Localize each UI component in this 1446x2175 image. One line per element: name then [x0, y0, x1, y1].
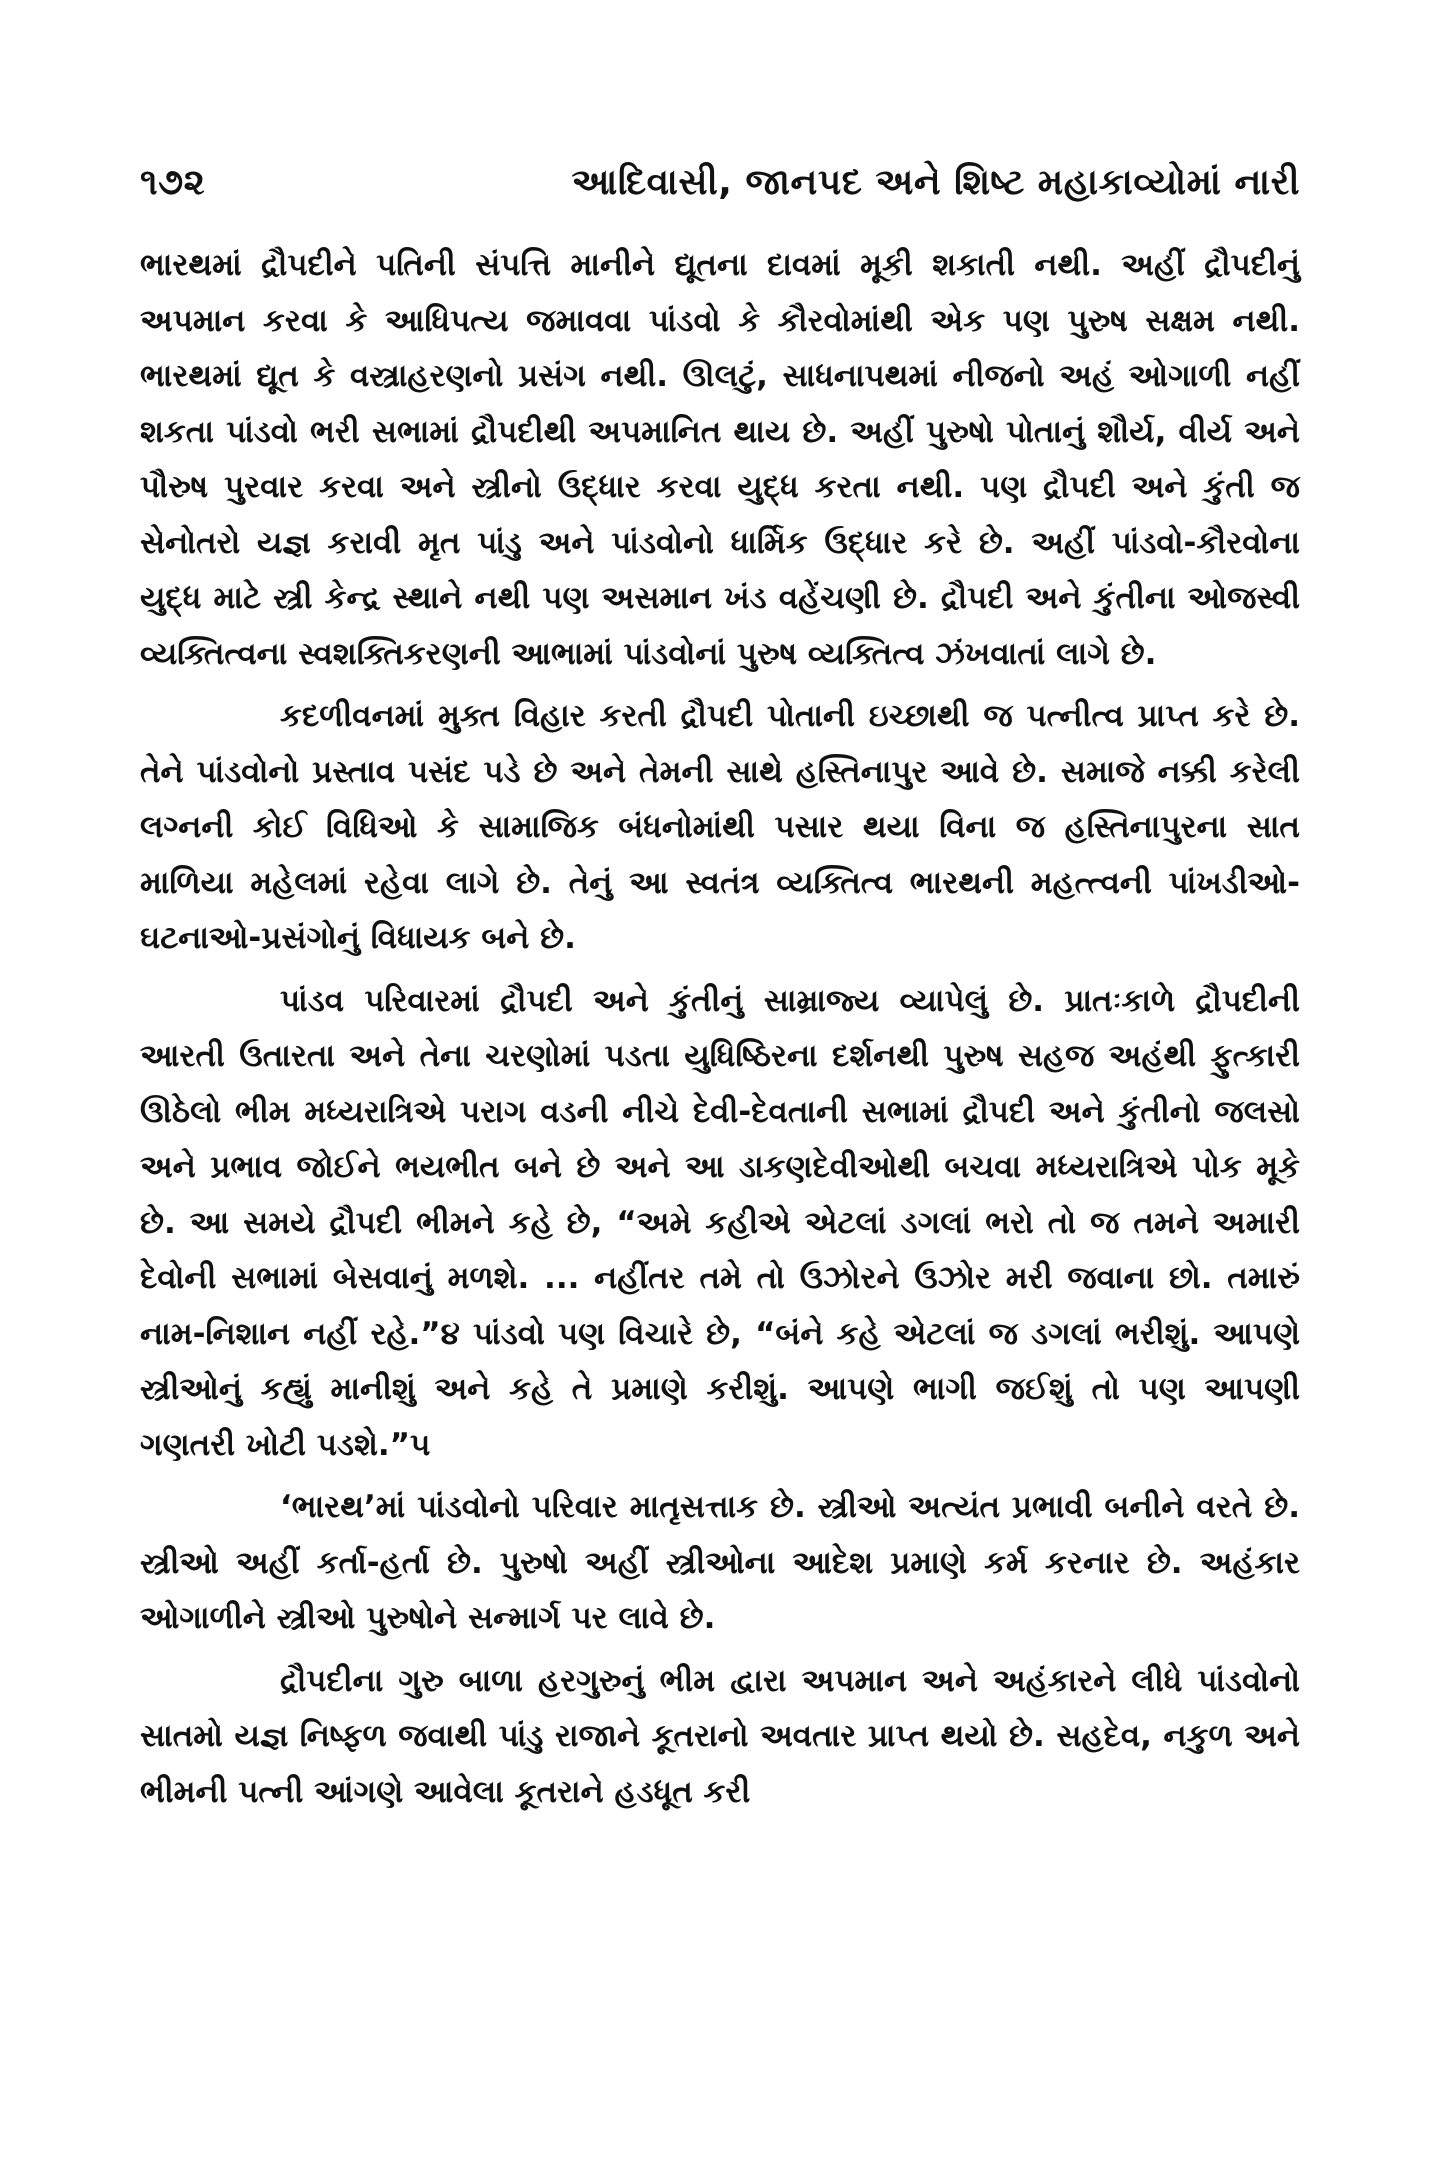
page-number: ૧૭૨: [140, 162, 206, 203]
body-text: [140, 238, 1300, 1827]
paragraph: ભારથમાં દ્રૌપદીને પતિની સંપત્તિ માનીને દ્યૂતના દાવમાં મૂકી શકાતી નથી. અહીં દ્રૌપદીનું અપમાન કરવા કે આધિપત્ય જમાવવા પાંડવો કે કૌરવોમાંથી એક પણ પુરુષ સક્ષમ નથી. ભારથમાં દ્યૂત કે વસ્ત્રાહરણનો પ્રસંગ નથી. ઊલટું, સાધનાપથમાં નીજનો અહં ઓગાળી નહીં શકતા પાંડવો ભરી સભામાં દ્રૌપદીથી અપમાનિત થાય છે. અહીં પુરુષો પોતાનું શૌર્ય, વીર્ય અને પૌરુષ પુરવાર કરવા અને સ્ત્રીનો ઉદ્ધાર કરવા યુદ્ધ કરતા નથી. પણ દ્રૌપદી અને કુંતી જ સેનોતરો યજ્ઞ કરાવી મૃત પાંડુ અને પાંડવોનો ધાર્મિક ઉદ્ધાર કરે છે. અહીં પાંડવો-કૌરવોના યુદ્ધ માટે સ્ત્રી કેન્દ્ર સ્થાને નથી પણ અસમાન ખંડ વહેંચણી છે. દ્રૌપદી અને કુંતીના ઓજસ્વી વ્યક્તિત્વના સ્વશક્તિકરણની આભામાં પાંડવોનાં પુરુષ વ્યક્તિત્વ ઝંખવાતાં લાગે છે.: [140, 247, 1300, 672]
running-title: આદિવાસી, જાનપદ અને શિષ્ટ મહાકાવ્યોમાં નારી: [571, 162, 1300, 203]
paragraph: દ્રૌપદીના ગુરુ બાળા હરગુરુનું ભીમ દ્વારા અપમાન અને અહંકારને લીધે પાંડવોનો સાતમો યજ્ઞ નિષ્ફળ જવાથી પાંડુ રાજાને કૂતરાનો અવતાર પ્રાપ્ત થયો છે. સહદેવ, નકુળ અને ભીમની પત્ની આંગણે આવેલા કૂતરાને હડધૂત કરી: [140, 1662, 1300, 1810]
page-header: [140, 162, 1300, 222]
paragraph: ‘ભારથ’માં પાંડવોનો પરિવાર માતૃસત્તાક છે. સ્ત્રીઓ અત્યંત પ્રભાવી બનીને વરતે છે. સ્ત્રીઓ અહીં કર્તા-હર્તા છે. પુરુષો અહીં સ્ત્રીઓના આદેશ પ્રમાણે કર્મ કરનાર છે. અહંકાર ઓગાળીને સ્ત્રીઓ પુરુષોને સન્માર્ગ પર લાવે છે.: [140, 1489, 1300, 1636]
paragraph: પાંડવ પરિવારમાં દ્રૌપદી અને કુંતીનું સામ્રાજ્ય વ્યાપેલું છે. પ્રાતઃકાળે દ્રૌપદીની આરતી ઉતારતા અને તેના ચરણોમાં પડતા યુધિષ્ઠિરના દર્શનથી પુરુષ સહજ અહંથી ફુત્કારી ઊઠેલો ભીમ મધ્યરાત્રિએ પરાગ વડની નીચે દેવી-દેવતાની સભામાં દ્રૌપદી અને કુંતીનો જલસો અને પ્રભાવ જોઈને ભયભીત બને છે અને આ ડાકણદેવીઓથી બચવા મધ્યરાત્રિએ પોક મૂકે છે. આ સમયે દ્રૌપદી ભીમને કહે છે, “અમે કહીએ એટલાં ડગલાં ભરો તો જ તમને અમારી દેવોની સભામાં બેસવાનું મળશે. ... નહીંતર તમે તો ઉઝોરને ઉઝોર મરી જવાના છો. તમારું નામ-નિશાન નહીં રહે.”૪ પાંડવો પણ વિચારે છે, “બંને કહે એટલાં જ ડગલાં ભરીશું. આપણે સ્ત્રીઓનું કહ્યું માનીશું અને કહે તે પ્રમાણે કરીશું. આપણે ભાગી જઈશું તો પણ આપણી ગણતરી ખોટી પડશે.”૫: [140, 982, 1300, 1463]
paragraph: કદળીવનમાં મુક્ત વિહાર કરતી દ્રૌપદી પોતાની ઇચ્છાથી જ પત્નીત્વ પ્રાપ્ત કરે છે. તેને પાંડવોનો પ્રસ્તાવ પસંદ પડે છે અને તેમની સાથે હસ્તિનાપુર આવે છે. સમાજે નક્કી કરેલી લગ્નની કોઈ વિધિઓ કે સામાજિક બંધનોમાંથી પસાર થયા વિના જ હસ્તિનાપુરના સાત માળિયા મહેલમાં રહેવા લાગે છે. તેનું આ સ્વતંત્ર વ્યક્તિત્વ ભારથની મહત્ત્વની પાંખડીઓ-ઘટનાઓ-પ્રસંગોનું વિધાયક બને છે.: [140, 698, 1300, 956]
